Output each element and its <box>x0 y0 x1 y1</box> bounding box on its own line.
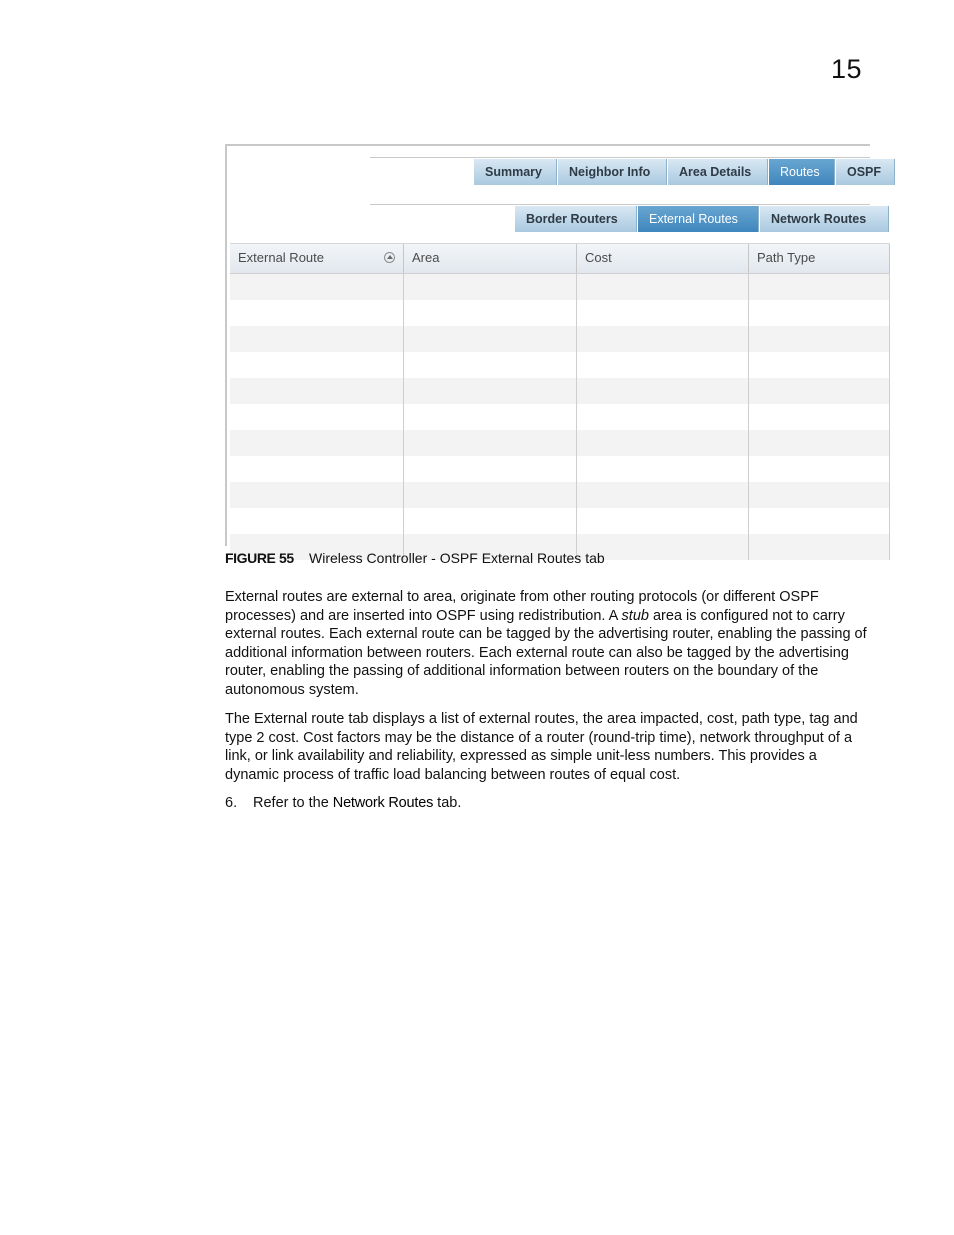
table-cell <box>404 274 577 300</box>
table-cell <box>577 378 749 404</box>
table-cell <box>577 508 749 534</box>
table-cell <box>577 430 749 456</box>
divider-line <box>370 204 870 205</box>
table-cell <box>230 352 404 378</box>
table-cell <box>230 326 404 352</box>
table-cell <box>577 404 749 430</box>
figure-caption <box>225 550 605 566</box>
table-cell <box>230 300 404 326</box>
table-cell <box>577 482 749 508</box>
paragraph-text: External routes are external to area, originate from other routing protocols (or different OSPF processes) and are inserted into OSPF using redistribution. A <box>225 589 819 624</box>
column-label: Area <box>412 250 440 265</box>
figure-label: FIGURE 55 <box>225 550 294 566</box>
table-cell <box>577 300 749 326</box>
sort-ascending-icon[interactable] <box>384 252 395 263</box>
column-label: Cost <box>585 250 612 265</box>
table-cell <box>230 404 404 430</box>
network-routes-reference: Network Routes <box>332 795 434 811</box>
table-row[interactable] <box>230 404 890 430</box>
table-row[interactable] <box>230 482 890 508</box>
table-cell <box>577 274 749 300</box>
figure-screenshot <box>225 144 882 546</box>
table-cell <box>404 378 577 404</box>
table-row[interactable] <box>230 300 890 326</box>
chapter-number: 15 <box>831 54 863 84</box>
table-cell <box>404 300 577 326</box>
tab-border-routers[interactable]: Border Routers <box>514 206 637 232</box>
table-row[interactable] <box>230 456 890 482</box>
tab-external-routes[interactable]: External Routes <box>637 206 759 232</box>
paragraph-external-routes <box>225 588 873 700</box>
tab-neighbor-info[interactable]: Neighbor Info <box>557 159 667 185</box>
table-header <box>230 243 890 274</box>
table-row[interactable] <box>230 274 890 300</box>
table-row[interactable] <box>230 352 890 378</box>
step-number: 6. <box>225 795 238 811</box>
step-6 <box>225 794 461 813</box>
table-row[interactable] <box>230 508 890 534</box>
table-cell <box>230 378 404 404</box>
column-header-path-type[interactable] <box>749 244 890 273</box>
table-cell <box>749 300 890 326</box>
table-cell <box>749 274 890 300</box>
step-text: Refer to the <box>253 795 333 811</box>
table-cell <box>404 482 577 508</box>
table-row[interactable] <box>230 326 890 352</box>
table-cell <box>749 378 890 404</box>
table-cell <box>577 352 749 378</box>
table-cell <box>749 430 890 456</box>
primary-tab-bar <box>473 159 895 185</box>
table-cell <box>749 326 890 352</box>
divider-line <box>370 157 870 158</box>
table-cell <box>749 352 890 378</box>
tab-area-details[interactable]: Area Details <box>667 159 768 185</box>
table-row[interactable] <box>230 430 890 456</box>
secondary-tab-bar <box>514 206 889 232</box>
table-cell <box>749 482 890 508</box>
table-cell <box>749 456 890 482</box>
table-cell <box>404 456 577 482</box>
paragraph-external-route-tab: The External route tab displays a list of external routes, the area impacted, cost, path type, tag and type 2 cost. Cost factors may be the distance of a router (round-trip time), network throughput of a link, or link availability and reliability, expressed as simple unit-less numbers. This provides a dynamic process of traffic load balancing between routes of equal cost. <box>225 711 858 783</box>
tab-ospf[interactable]: OSPF <box>835 159 895 185</box>
emphasis-stub: stub <box>621 607 649 624</box>
figure-title: Wireless Controller - OSPF External Routes tab <box>309 550 605 566</box>
table-cell <box>749 508 890 534</box>
column-label: Path Type <box>757 250 816 265</box>
tab-summary[interactable]: Summary <box>473 159 557 185</box>
external-routes-table <box>230 243 890 560</box>
table-cell <box>404 326 577 352</box>
table-body <box>230 274 890 560</box>
table-cell <box>577 456 749 482</box>
table-cell <box>404 430 577 456</box>
table-cell <box>577 326 749 352</box>
table-cell <box>404 404 577 430</box>
tab-network-routes[interactable]: Network Routes <box>759 206 889 232</box>
table-cell <box>404 352 577 378</box>
table-cell <box>404 508 577 534</box>
table-cell <box>230 508 404 534</box>
paragraph-text: area is configured not to carry external routes. Each external route can be tagged by the advertising router, enabling the passing of additional information between routers. Each external route can also be tagged by the advertising router, enabling the passing of additional information between routers on the boundary of the autonomous system. <box>225 607 867 698</box>
tab-routes[interactable]: Routes <box>768 159 835 185</box>
column-header-area[interactable] <box>404 244 577 273</box>
step-text: tab. <box>433 795 462 811</box>
table-cell <box>749 404 890 430</box>
table-cell <box>230 482 404 508</box>
table-cell <box>749 534 890 560</box>
table-cell <box>230 456 404 482</box>
table-cell <box>230 430 404 456</box>
table-row[interactable] <box>230 378 890 404</box>
column-header-external-route[interactable] <box>230 244 404 273</box>
table-cell <box>230 274 404 300</box>
column-header-cost[interactable] <box>577 244 749 273</box>
column-label: External Route <box>238 250 324 265</box>
